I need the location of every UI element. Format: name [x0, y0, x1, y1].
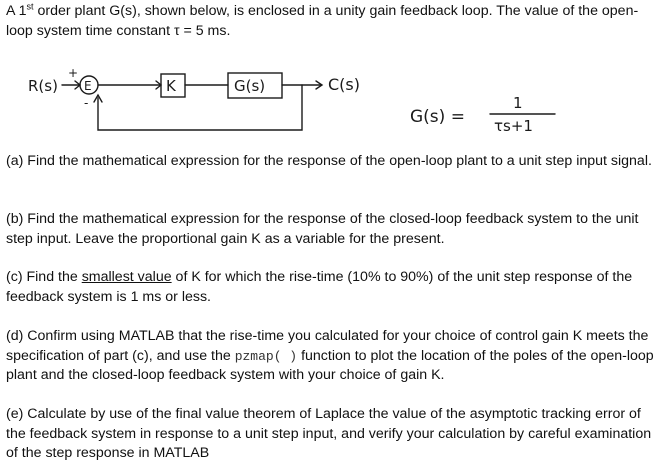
question-part-a: (a) Find the mathematical expression for the response of the open-loop plant to a unit step input signal. — [6, 153, 652, 169]
part-d-text-start: (d) Confirm using MATLAB that the rise-time you calculated for your choice of control gain K meets the specification of part (c), and use the — [6, 328, 649, 364]
plant-label: G(s) — [234, 77, 266, 95]
question-part-e: (e) Calculate by use of the final value theorem of Laplace the value of the asymptotic tracking error of the feedback system in response to a unit step input, and verify your calculation by careful examination of the step response in MATLAB — [6, 406, 652, 461]
error-label: E — [84, 79, 92, 93]
minus-sign: - — [84, 96, 89, 110]
question-part-d — [6, 327, 656, 386]
input-label: R(s) — [28, 77, 58, 95]
block-diagram — [0, 0, 671, 150]
tf-numerator: 1 — [513, 94, 523, 112]
ordinal-superscript: st — [26, 1, 34, 12]
tf-denominator: τs+1 — [494, 117, 533, 135]
question-part-c — [6, 268, 656, 307]
underlined-phrase: smallest value — [81, 269, 172, 285]
code-function-name: pzmap( ) — [234, 348, 298, 364]
part-c-text-start: (c) Find the — [6, 269, 82, 285]
intro-text-rest: order plant G(s), shown below, is enclosed in a unity gain feedback loop. The value of the open-loop system time constant τ = 5 ms. — [6, 3, 639, 39]
tf-lhs: G(s) = — [410, 107, 465, 127]
part-c-text-end: of K for which the rise-time (10% to 90%) of the unit step response of the feedback system is 1 ms or less. — [6, 269, 633, 305]
question-part-b: (b) Find the mathematical expression for the response of the closed-loop feedback system to the unit step input. Leave the proportional gain K as a variable for the present. — [6, 211, 639, 247]
gain-label: K — [166, 77, 176, 95]
part-d-text-end: function to plot the location of the poles of the open-loop plant and the closed-loop feedback system with your choice of gain K. — [6, 347, 654, 383]
plus-sign: + — [68, 66, 79, 80]
output-label: C(s) — [328, 75, 360, 94]
feedback-path — [98, 85, 302, 130]
intro-text-start: A 1 — [6, 3, 27, 19]
